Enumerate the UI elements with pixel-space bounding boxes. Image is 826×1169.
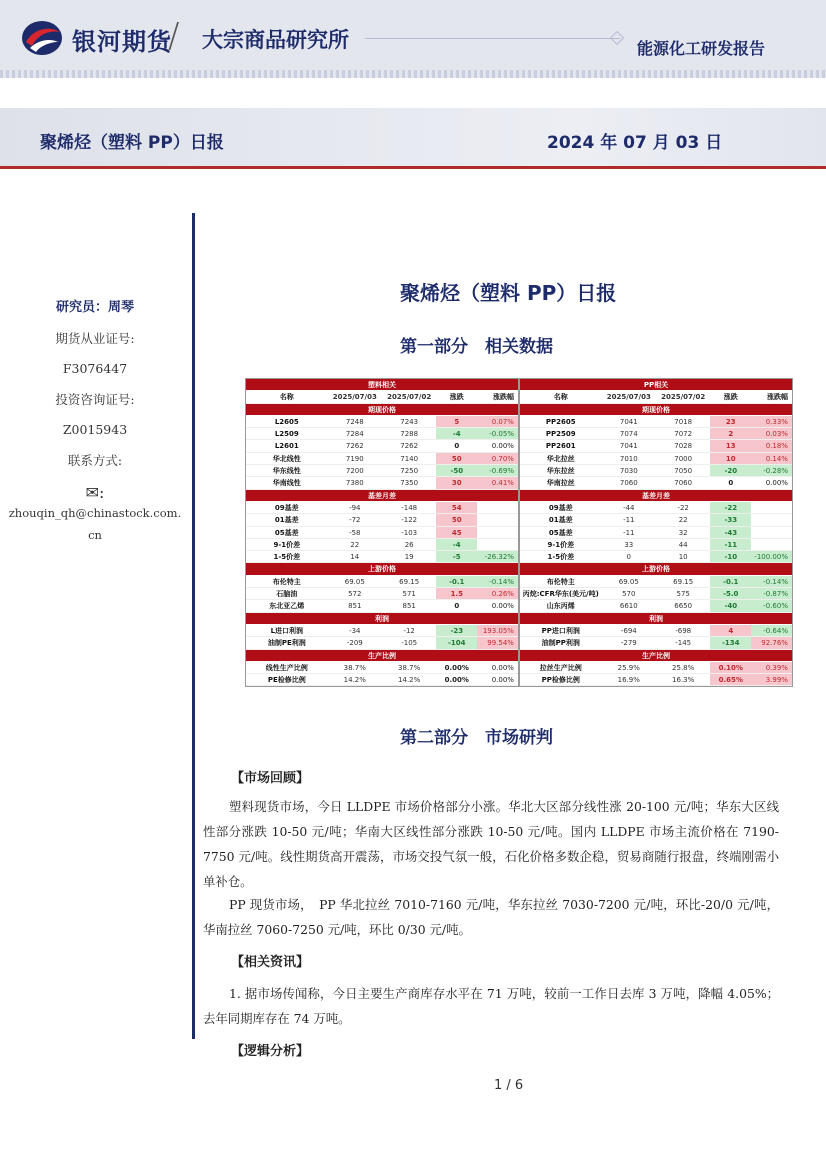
table-cell: [751, 527, 792, 538]
table-cell: 油制PP利润: [541, 639, 580, 648]
table-cell: 572: [348, 590, 362, 599]
table-row: [246, 637, 518, 649]
table-cell: -5: [436, 551, 477, 562]
table-cell: 华北线性: [272, 454, 301, 463]
table-row: [520, 477, 792, 489]
table-row: [520, 576, 792, 588]
table-cell: PP进口利润: [541, 626, 580, 635]
table-cell: 0.00%: [491, 663, 514, 672]
table-cell: -58: [349, 528, 361, 537]
section-header: 基差月差: [520, 490, 792, 502]
table-cell: -0.69%: [477, 465, 518, 476]
table-row: [520, 502, 792, 514]
table-cell: -209: [346, 639, 363, 648]
column-header-cell: 涨跌: [449, 393, 464, 402]
table-cell: -43: [710, 527, 751, 538]
table-row: [520, 551, 792, 563]
table-cell: 东北亚乙烯: [269, 602, 305, 611]
table-row: [246, 662, 518, 674]
market-review-plastic: 塑料现货市场，今日 LLDPE 市场价格部分小涨。华北大区部分线性涨 20-100 元/吨；华东大区线性部分涨跌 10-50 元/吨；华南大区线性部分涨跌 10-50 元/吨。国内 LLDPE 市场主流价格在 7190-7750 元/吨。线性期货高开震荡，市场交投气氛一般，石化价格多数企稳，贸易商随行报盘，终端刚需小单补仓。: [203, 799, 779, 889]
table-cell: 3.99%: [751, 674, 792, 685]
table-cell: PP2605: [545, 417, 576, 426]
table-cell: 99.54%: [477, 637, 518, 648]
table-cell: -0.14%: [751, 576, 792, 587]
section-header: 基差月差: [246, 490, 518, 502]
table-cell: 7018: [674, 417, 693, 426]
section-header: 利润: [520, 613, 792, 625]
table-cell: L2509: [274, 430, 299, 439]
table-cell: 山东丙烯: [546, 602, 575, 611]
table-cell: 6650: [674, 602, 693, 611]
table-row: [520, 588, 792, 600]
table-cell: 0.65%: [710, 674, 751, 685]
table-cell: -44: [623, 503, 635, 512]
table-cell: 9-1价差: [547, 540, 575, 549]
table-row: [520, 527, 792, 539]
table-cell: -105: [401, 639, 418, 648]
table-cell: 油制PE利润: [267, 639, 306, 648]
table-cell: 38.7%: [343, 663, 366, 672]
table-cell: 0: [454, 442, 460, 451]
table-cell: [477, 527, 518, 538]
table-cell: 7041: [619, 442, 638, 451]
table-cell: 0.10%: [710, 662, 751, 673]
header-stripe: [0, 70, 826, 78]
table-cell: 7243: [400, 417, 419, 426]
table-row: [246, 465, 518, 477]
contact-label: 联系方式:: [67, 453, 123, 468]
table-cell: -11: [623, 528, 635, 537]
column-header-cell: 2025/07/02: [387, 393, 432, 402]
table-cell: 571: [402, 590, 416, 599]
table-cell: 华南线性: [272, 479, 301, 488]
table-cell: 0.41%: [477, 477, 518, 488]
consult-number: Z0015943: [62, 422, 128, 437]
table-cell: 7262: [345, 442, 364, 451]
table-cell: 华南拉丝: [546, 479, 575, 488]
table-column-header: [520, 391, 792, 403]
table-cell: L2601: [274, 442, 299, 451]
table-cell: 851: [348, 602, 362, 611]
section-title-analysis: 第二部分 市场研判: [400, 728, 553, 748]
table-row: [520, 453, 792, 465]
report-name: 聚烯烃（塑料 PP）日报: [40, 133, 224, 153]
table-cell: [751, 514, 792, 525]
title-underline: [0, 166, 826, 169]
table-cell: 0.33%: [751, 416, 792, 427]
table-cell: -104: [436, 637, 477, 648]
table-cell: -40: [710, 600, 751, 611]
table-cell: 布伦特主: [272, 577, 301, 586]
table-cell: 09基差: [274, 503, 299, 512]
table-cell: 1.5: [436, 588, 477, 599]
table-cell: 7060: [674, 479, 693, 488]
table-row: [246, 453, 518, 465]
table-cell: 25.8%: [672, 663, 695, 672]
table-cell: 851: [402, 602, 416, 611]
table-cell: -698: [675, 626, 692, 635]
table-cell: -12: [403, 626, 415, 635]
table-cell: -34: [349, 626, 361, 635]
document-title: 聚烯烃（塑料 PP）日报: [400, 281, 617, 305]
table-cell: -22: [710, 502, 751, 513]
table-row: [246, 428, 518, 440]
table-cell: -5.0: [710, 588, 751, 599]
table-cell: 14.2%: [398, 676, 421, 685]
table-cell: 0.39%: [751, 662, 792, 673]
table-cell: -134: [710, 637, 751, 648]
table-row: [246, 416, 518, 428]
table-row: [520, 514, 792, 526]
table-cell: 575: [676, 590, 690, 599]
table-cell: 7050: [674, 467, 693, 476]
table-cell: 32: [678, 528, 688, 537]
institute-name: 大宗商品研究所: [202, 28, 349, 52]
table-cell: 30: [436, 477, 477, 488]
table-title: 塑料相关: [246, 379, 518, 391]
table-cell: 9-1价差: [273, 540, 301, 549]
table-cell: 0.00%: [765, 479, 788, 488]
table-cell: 22: [678, 516, 688, 525]
table-cell: 2: [710, 428, 751, 439]
table-cell: 7072: [674, 430, 693, 439]
table-row: [520, 539, 792, 551]
column-header-cell: 名称: [279, 393, 294, 402]
table-row: [246, 588, 518, 600]
table-cell: 7030: [619, 467, 638, 476]
table-cell: PP2601: [545, 442, 576, 451]
table-cell: [477, 502, 518, 513]
table-cell: 13: [710, 440, 751, 451]
table-cell: 54: [436, 502, 477, 513]
table-cell: -100.00%: [751, 551, 792, 562]
table-cell: -148: [401, 503, 418, 512]
table-column-header: [246, 391, 518, 403]
pp-data-table: [519, 378, 793, 687]
column-header-cell: 2025/07/02: [661, 393, 706, 402]
table-cell: -0.87%: [751, 588, 792, 599]
column-header-cell: 涨跌幅: [492, 393, 514, 402]
table-cell: PE检修比例: [267, 676, 306, 685]
table-cell: 7074: [619, 430, 638, 439]
license-number: F3076447: [62, 361, 128, 376]
table-cell: 50: [436, 514, 477, 525]
table-row: [246, 502, 518, 514]
section-header: 生产比例: [520, 650, 792, 662]
table-cell: -11: [623, 516, 635, 525]
table-cell: 7380: [345, 479, 364, 488]
table-cell: 7284: [345, 430, 364, 439]
table-cell: 0: [626, 553, 632, 562]
table-cell: 25.9%: [617, 663, 640, 672]
section-title-data: 第一部分 相关数据: [400, 337, 553, 357]
table-cell: 7028: [674, 442, 693, 451]
table-cell: [477, 514, 518, 525]
decorative-diamond-icon: [610, 31, 624, 45]
table-row: [246, 539, 518, 551]
table-cell: -94: [349, 503, 361, 512]
report-category: 能源化工研发报告: [637, 39, 766, 58]
table-cell: 16.3%: [672, 676, 695, 685]
table-cell: 193.05%: [477, 625, 518, 636]
table-cell: 69.15: [399, 577, 420, 586]
table-cell: 0.00%: [491, 442, 514, 451]
table-cell: -0.28%: [751, 465, 792, 476]
envelope-icon: ✉:: [85, 483, 105, 502]
table-cell: 线性生产比例: [265, 663, 308, 672]
table-cell: -0.64%: [751, 625, 792, 636]
table-cell: 0.00%: [491, 676, 514, 685]
table-cell: -279: [620, 639, 637, 648]
table-row: [520, 674, 792, 686]
market-review-pp: PP 现货市场， PP 华北拉丝 7010-7160 元/吨，华东拉丝 7030-7200 元/吨，环比-20/0 元/吨，华南拉丝 7060-7250 元/吨，环比 0/30 元/吨。: [203, 897, 779, 937]
table-cell: -0.14%: [477, 576, 518, 587]
table-cell: 0.03%: [751, 428, 792, 439]
table-cell: [751, 539, 792, 550]
sidebar-divider: [192, 213, 195, 1039]
table-cell: 69.15: [673, 577, 694, 586]
table-cell: 45: [436, 527, 477, 538]
table-row: [520, 440, 792, 452]
table-cell: 5: [436, 416, 477, 427]
table-cell: 05基差: [548, 528, 573, 537]
table-cell: 7140: [400, 454, 419, 463]
analyst-email[interactable]: zhouqin_qh@chinastock.com.cn: [8, 506, 182, 542]
table-row: [520, 625, 792, 637]
table-cell: 7250: [400, 467, 419, 476]
table-cell: 69.05: [618, 577, 639, 586]
column-header-cell: 涨跌: [723, 393, 738, 402]
table-cell: -20: [710, 465, 751, 476]
license-label: 期货从业证号:: [55, 331, 135, 346]
table-cell: -145: [675, 639, 692, 648]
column-header-cell: 名称: [553, 393, 568, 402]
table-title: PP相关: [520, 379, 792, 391]
table-cell: 华北拉丝: [546, 454, 575, 463]
table-cell: 0.70%: [477, 453, 518, 464]
table-cell: 0.18%: [751, 440, 792, 451]
analyst-sidebar: [0, 296, 190, 560]
table-row: [246, 625, 518, 637]
table-cell: [477, 539, 518, 550]
table-cell: -103: [401, 528, 418, 537]
table-cell: 7288: [400, 430, 419, 439]
table-cell: 石脑油: [276, 590, 298, 599]
market-review-heading: 【市场回顾】: [231, 771, 310, 786]
table-cell: 22: [350, 540, 360, 549]
table-row: [520, 416, 792, 428]
table-cell: 布伦特主: [546, 577, 575, 586]
table-cell: -22: [677, 503, 689, 512]
table-row: [246, 477, 518, 489]
news-item-1: 1. 据市场传闻称，今日主要生产商库存水平在 71 万吨，较前一工作日去库 3 万吨，降幅 4.05%；去年同期库存在 74 万吨。: [203, 986, 779, 1026]
table-cell: 7262: [400, 442, 419, 451]
table-cell: 0.26%: [477, 588, 518, 599]
table-cell: L2605: [274, 417, 299, 426]
table-row: [520, 600, 792, 612]
consult-label: 投资咨询证号:: [55, 392, 135, 407]
table-cell: 华东拉丝: [546, 467, 575, 476]
table-cell: 23: [710, 416, 751, 427]
table-cell: 05基差: [274, 528, 299, 537]
column-header-cell: 2025/07/03: [332, 393, 377, 402]
table-row: [246, 600, 518, 612]
table-cell: 7010: [619, 454, 638, 463]
table-cell: 1-5价差: [547, 553, 575, 562]
table-cell: 33: [624, 540, 634, 549]
column-header-cell: 涨跌幅: [766, 393, 788, 402]
table-row: [520, 465, 792, 477]
table-cell: 14: [350, 553, 360, 562]
table-cell: 26: [404, 540, 414, 549]
table-cell: -0.1: [710, 576, 751, 587]
table-cell: -4: [436, 539, 477, 550]
galaxy-futures-logo-icon: [20, 18, 64, 58]
table-cell: -11: [710, 539, 751, 550]
table-cell: 7200: [345, 467, 364, 476]
table-cell: 92.76%: [751, 637, 792, 648]
brand-divider: /: [168, 16, 180, 56]
brand-name: 银河期货: [72, 28, 172, 56]
table-cell: -10: [710, 551, 751, 562]
analyst-name: 研究员：周琴: [55, 300, 134, 315]
table-row: [246, 674, 518, 686]
table-cell: [751, 502, 792, 513]
table-cell: -0.60%: [751, 600, 792, 611]
table-cell: PP2509: [545, 430, 576, 439]
table-cell: -4: [436, 428, 477, 439]
table-cell: -694: [620, 626, 637, 635]
table-cell: L进口利润: [270, 626, 304, 635]
table-cell: 0.14%: [751, 453, 792, 464]
table-cell: -33: [710, 514, 751, 525]
table-cell: -0.1: [436, 576, 477, 587]
table-cell: 10: [678, 553, 688, 562]
table-cell: 16.9%: [617, 676, 640, 685]
decorative-line: [365, 38, 620, 39]
table-row: [246, 440, 518, 452]
header-band: [0, 0, 826, 78]
table-cell: -26.32%: [477, 551, 518, 562]
table-cell: 0.00%: [491, 602, 514, 611]
report-title-band: [0, 108, 826, 166]
table-cell: 38.7%: [398, 663, 421, 672]
table-cell: 10: [710, 453, 751, 464]
table-cell: 69.05: [344, 577, 365, 586]
section-header: 上游价格: [246, 563, 518, 575]
table-cell: 拉丝生产比例: [539, 663, 582, 672]
table-row: [246, 514, 518, 526]
table-cell: 7041: [619, 417, 638, 426]
table-cell: 4: [710, 625, 751, 636]
news-heading: 【相关资讯】: [231, 955, 310, 970]
table-cell: -122: [401, 516, 418, 525]
table-row: [520, 662, 792, 674]
table-row: [520, 428, 792, 440]
table-cell: 14.2%: [343, 676, 366, 685]
plastic-data-table: [245, 378, 519, 687]
table-cell: 0: [454, 602, 460, 611]
section-header: 利润: [246, 613, 518, 625]
table-cell: 7350: [400, 479, 419, 488]
table-cell: 570: [622, 590, 636, 599]
table-cell: 7060: [619, 479, 638, 488]
table-cell: 6610: [619, 602, 638, 611]
table-cell: 丙烷:CFR华东(美元/吨): [522, 590, 599, 599]
table-row: [246, 527, 518, 539]
table-cell: 01基差: [548, 516, 573, 525]
table-cell: 0.07%: [477, 416, 518, 427]
page-number: 1 / 6: [494, 1078, 524, 1093]
table-cell: 1-5价差: [273, 553, 301, 562]
table-cell: -0.05%: [477, 428, 518, 439]
table-cell: 01基差: [274, 516, 299, 525]
table-cell: PP检修比例: [541, 676, 580, 685]
section-header: 期现价格: [246, 404, 518, 416]
table-cell: -50: [436, 465, 477, 476]
table-cell: 7190: [345, 454, 364, 463]
report-date: 2024 年 07 月 03 日: [547, 133, 723, 153]
section-header: 上游价格: [520, 563, 792, 575]
table-cell: 19: [404, 553, 414, 562]
table-cell: 7248: [345, 417, 364, 426]
table-row: [246, 551, 518, 563]
table-row: [520, 637, 792, 649]
table-cell: -23: [436, 625, 477, 636]
section-header: 期现价格: [520, 404, 792, 416]
table-cell: 华东线性: [272, 467, 301, 476]
table-cell: 7000: [674, 454, 693, 463]
table-row: [246, 576, 518, 588]
table-cell: 0.00%: [444, 663, 469, 672]
table-cell: -72: [349, 516, 361, 525]
table-cell: 0.00%: [444, 676, 469, 685]
table-cell: 0: [728, 479, 734, 488]
table-cell: 09基差: [548, 503, 573, 512]
logic-heading: 【逻辑分析】: [231, 1044, 310, 1059]
table-cell: 44: [678, 540, 688, 549]
column-header-cell: 2025/07/03: [606, 393, 651, 402]
section-header: 生产比例: [246, 650, 518, 662]
table-cell: 50: [436, 453, 477, 464]
